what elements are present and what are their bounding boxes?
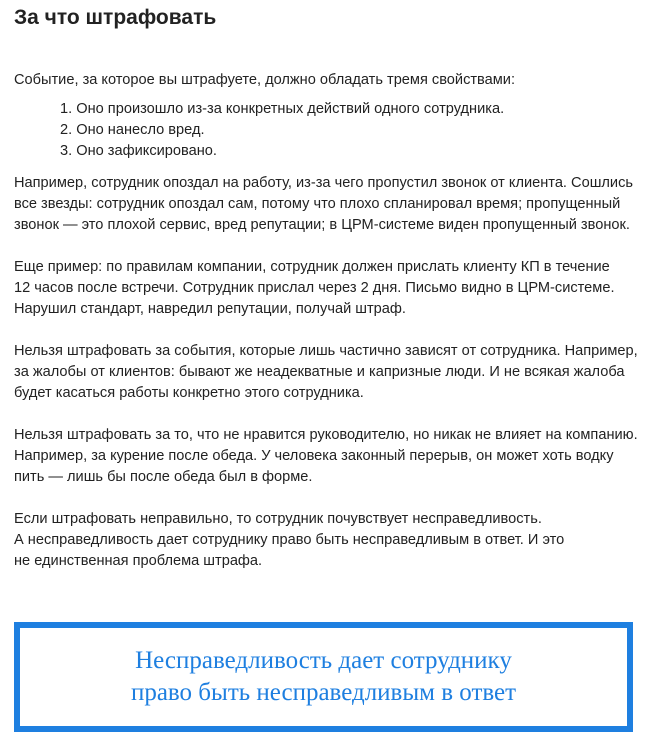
list-item: 1. Оно произошло из-за конкретных действий одного сотрудника. (60, 101, 505, 117)
list-item: 3. Оно зафиксировано. (60, 143, 217, 159)
list-item: 2. Оно нанесло вред. (60, 122, 205, 138)
partial-dependence-paragraph: Нельзя штрафовать за события, которые лишь частично зависят от сотрудника. Например, за жалобы от клиентов: бывают же неадекватные и капризные люди. И не всякая жалоба будет касаться работы конкретно этого сотрудника. (14, 343, 638, 401)
manager-dislike-paragraph: Нельзя штрафовать за то, что не нравится руководителю, но никак не влияет на компанию. Например, за курение после обеда. У человека законный перерыв, он может хоть водку пить — лишь бы после обеда был в форме. (14, 427, 638, 485)
article-title: За что штрафовать (14, 6, 217, 29)
unfairness-paragraph: Если штрафовать неправильно, то сотрудник почувствует несправедливость. А несправедливость дает сотруднику право быть несправедливым в ответ. И это не единственная проблема штрафа. (14, 511, 565, 569)
quote-line-2: право быть несправедливым в ответ (130, 679, 517, 706)
quote-line-1: Несправедливость дает сотруднику (135, 647, 512, 674)
intro-paragraph: Событие, за которое вы штрафуете, должно обладать тремя свойствами: (14, 72, 515, 88)
example-paragraph: Например, сотрудник опоздал на работу, из-за чего пропустил звонок от клиента. Сошлись все звезды: сотрудник опоздал сам, потому что плохо спланировал время; пропущенный звонок — это плохой сервис, вред репутации; в ЦРМ-системе виден пропущенный звонок. (14, 175, 633, 233)
article (14, 0, 639, 572)
criteria-list (14, 99, 639, 162)
second-example-paragraph: Еще пример: по правилам компании, сотрудник должен прислать клиенту КП в течение 12 часов после встречи. Сотрудник прислал через 2 дня. Письмо видно в ЦРМ-системе. Нарушил стандарт, навредил репутации, получай штраф. (14, 259, 615, 317)
quote-box (14, 622, 633, 732)
